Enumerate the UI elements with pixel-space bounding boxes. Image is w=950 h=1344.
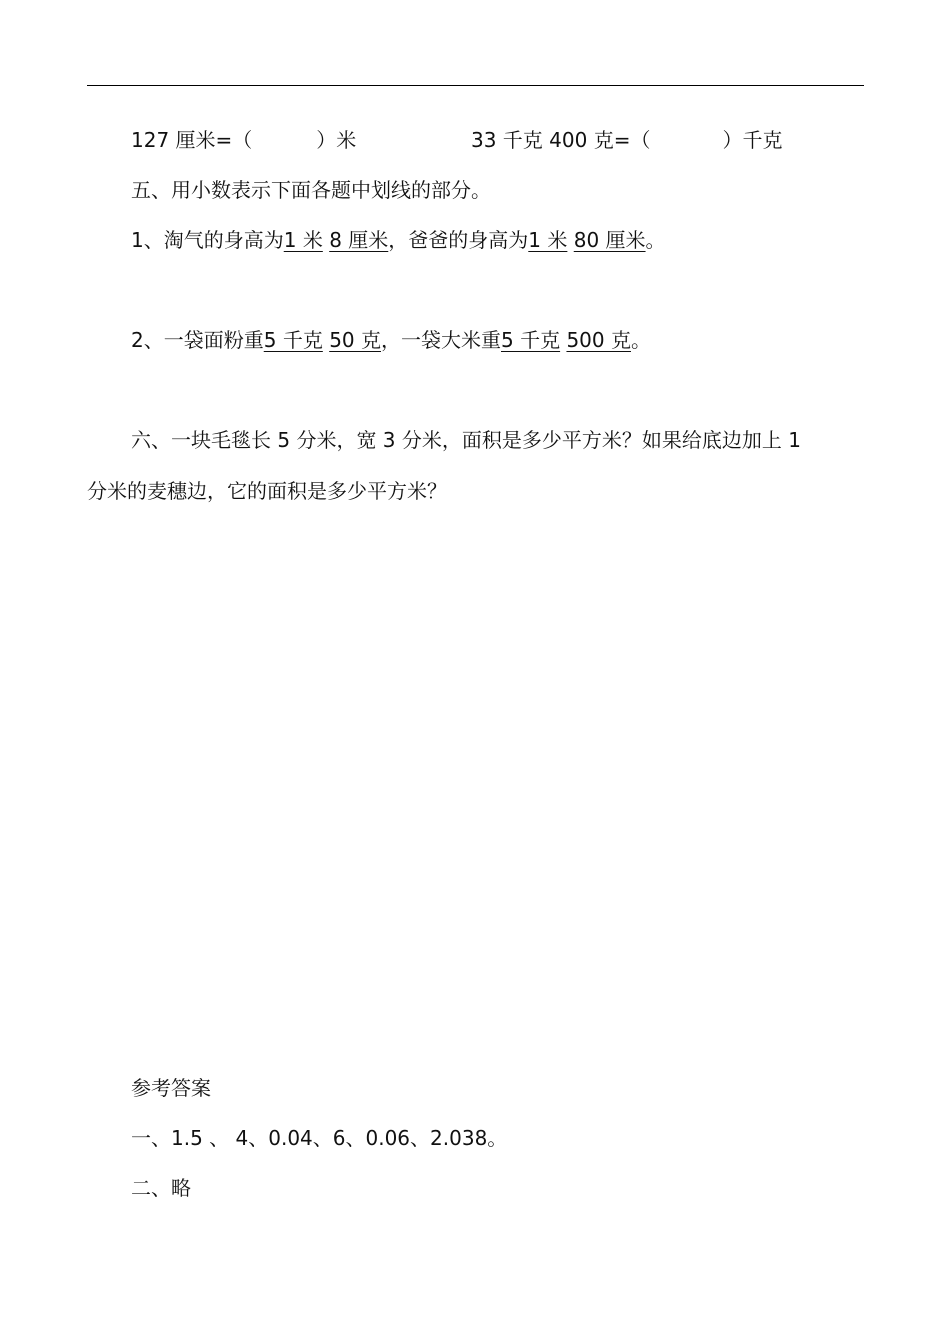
question-1-end: 。 xyxy=(645,228,666,252)
underlined-term: 5 千克 xyxy=(501,328,561,352)
answer-1: 一、1.5 、 4、0.04、6、0.06、2.038。 xyxy=(131,1126,508,1150)
section-6-line-2: 分米的麦穗边，它的面积是多少平方米？ xyxy=(87,479,447,503)
underlined-term: 1 米 xyxy=(528,228,568,252)
header-rule xyxy=(87,85,864,86)
answers-title: 参考答案 xyxy=(131,1076,211,1100)
underlined-term: 500 克 xyxy=(566,328,631,352)
section-6-line-1: 六、一块毛毯长 5 分米，宽 3 分米，面积是多少平方米？如果给底边加上 1 xyxy=(131,428,801,452)
question-2-prefix: 2、一袋面粉重 xyxy=(131,328,264,352)
question-2-middle: ，一袋大米重 xyxy=(381,328,501,352)
conversion-item-1-value: 127 厘米=（ xyxy=(131,128,253,152)
question-2-end: 。 xyxy=(630,328,651,352)
underlined-term: 1 米 xyxy=(283,228,323,252)
underlined-term: 80 厘米 xyxy=(573,228,646,252)
underlined-term: 50 克 xyxy=(329,328,381,352)
conversion-item-1 xyxy=(131,128,356,152)
question-1-prefix: 1、淘气的身高为 xyxy=(131,228,284,252)
conversion-item-1-unit: ）米 xyxy=(316,128,357,152)
conversion-item-2-unit: ）千克 xyxy=(722,128,783,152)
answer-2: 二、略 xyxy=(131,1176,191,1200)
question-1 xyxy=(131,228,666,252)
question-2 xyxy=(131,328,651,352)
conversion-item-2 xyxy=(471,128,782,152)
conversion-item-2-value: 33 千克 400 克=（ xyxy=(471,128,651,152)
section-5-heading: 五、用小数表示下面各题中划线的部分。 xyxy=(131,178,491,202)
underlined-term: 5 千克 xyxy=(263,328,323,352)
underlined-term: 8 厘米 xyxy=(329,228,389,252)
question-1-middle: ，爸爸的身高为 xyxy=(388,228,529,252)
